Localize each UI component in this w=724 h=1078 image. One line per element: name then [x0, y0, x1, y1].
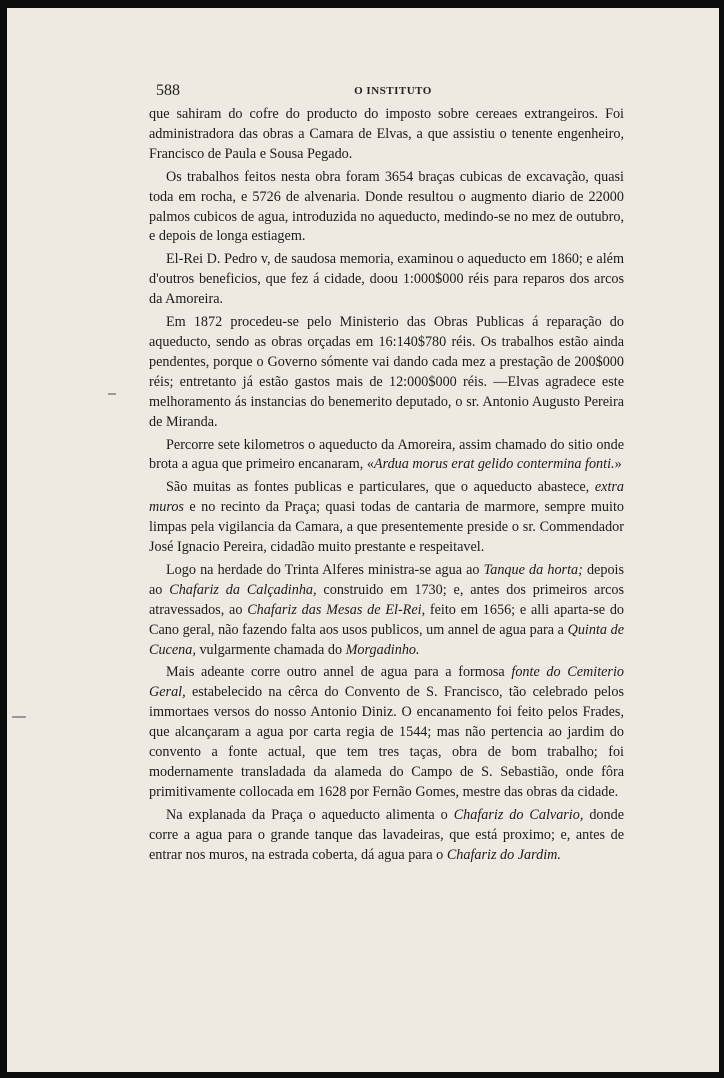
text-run: construido em 1730; e, antes dos primeiros arcos atravessados, ao	[149, 581, 624, 618]
text-run: São muitas as fontes publicas e particulares, que o aqueducto abastece,	[166, 479, 595, 496]
page-number: 588	[156, 82, 180, 99]
text-run: Na explanada da Praça o aqueducto alimenta o	[166, 806, 454, 823]
p5-close: »	[614, 456, 622, 473]
page-header	[156, 82, 630, 104]
latin-quote: Ardua morus erat gelido contermina fonti.	[373, 456, 615, 473]
italic-name: Tanque da horta;	[483, 561, 583, 578]
italic-name: Quinta de Cucena,	[149, 621, 624, 658]
text-run: vulgarmente chamada do	[195, 641, 346, 658]
text-run: e no recinto da Praça; quasi todas de cantaria de marmore, sempre muito limpas pela vigilancia da Camara, a que presentemente preside o sr. Commendador José Ignacio Pereira, cidadão muito prestante e respeitavel.	[149, 499, 624, 556]
paragraph-2: Os trabalhos feitos nesta obra foram 3654 braças cubicas de excavação, quasi toda em rocha, e 5726 de alvenaria. Donde resultou o augmento diario de 22000 palmos cubicos de agua, introduzida no aqueducto, medindo-se no mez de outubro, e depois de longa estiagem.	[149, 168, 624, 245]
paragraph-9	[149, 806, 624, 866]
italic-name: fonte do Cemiterio Geral,	[149, 664, 624, 701]
italic-name: Morgadinho.	[345, 641, 420, 658]
p5-text: Percorre sete kilometros o aqueducto da Amoreira, assim chamado do sitio onde brota a agua que primeiro encanaram, «	[149, 436, 624, 473]
paragraph-8	[149, 663, 624, 802]
paragraph-3: El-Rei D. Pedro v, de saudosa memoria, examinou o aqueducto em 1860; e além d'outros beneficios, que fez á cidade, doou 1:000$000 réis para reparos dos arcos da Amoreira.	[149, 251, 624, 308]
paragraph-4: Em 1872 procedeu-se pelo Ministerio das Obras Publicas á reparação do aqueducto, sendo as obras orçadas em 16:140$780 réis. Os trabalhos estão ainda pendentes, porque o Governo sómente vai dando cada mez a prestação de 200$000 réis; entretanto já estão gastos mais de 12:000$000 réis. —Elvas agradece este melhoramento ás instancias do benemerito deputado, o sr. Antonio Augusto Pereira de Miranda.	[149, 314, 624, 430]
paragraph-6	[149, 478, 624, 558]
italic-name: Chafariz da Calçadinha,	[169, 581, 317, 598]
italic-name: Chafariz do Jardim.	[446, 846, 561, 863]
italic-name: extra muros	[149, 479, 624, 516]
body-text	[149, 105, 624, 869]
italic-name: Chafariz das Mesas de El-Rei,	[247, 601, 426, 618]
text-run: donde corre a agua para o grande tanque das lavadeiras, que está proximo; e, antes de entrar nos muros, na estrada coberta, dá agua para o	[149, 806, 624, 863]
text-run: estabelecido na cêrca do Convento de S. Francisco, tão celebrado pelos immortaes versos do nosso Antonio Diniz. O encanamento foi feito pelos Frades, que alcançaram a agua por carta regia de 1544; mas não pertencia ao jardim do convento a fonte actual, que tem tres taças, obra de bom trabalho; foi modernamente transladada da alameda do Campo de S. Sebastião, onde fôra primitivamente collocada em 1628 por Fernão Gomes, mestre das obras da cidade.	[149, 684, 624, 800]
text-run: depois ao	[149, 561, 624, 598]
text-run: Mais adeante corre outro annel de agua para a formosa	[166, 664, 512, 681]
text-run: feito em 1656; e alli aparta-se do Cano geral, não fazendo falta aos usos publicos, um annel de agua para a	[149, 601, 625, 638]
paragraph-7	[149, 561, 624, 661]
margin-mark	[108, 393, 116, 395]
paragraph-1: que sahiram do cofre do producto do imposto sobre cereaes extrangeiros. Foi administradora das obras a Camara de Elvas, a que assistiu o tenente engenheiro, Francisco de Paula e Sousa Pegado.	[149, 106, 624, 162]
paragraph-5	[149, 436, 624, 476]
running-title: O INSTITUTO	[354, 85, 432, 97]
italic-name: Chafariz do Calvario,	[453, 806, 584, 823]
text-run: Logo na herdade do Trinta Alferes ministra-se agua ao	[166, 561, 484, 578]
margin-mark	[12, 716, 26, 718]
